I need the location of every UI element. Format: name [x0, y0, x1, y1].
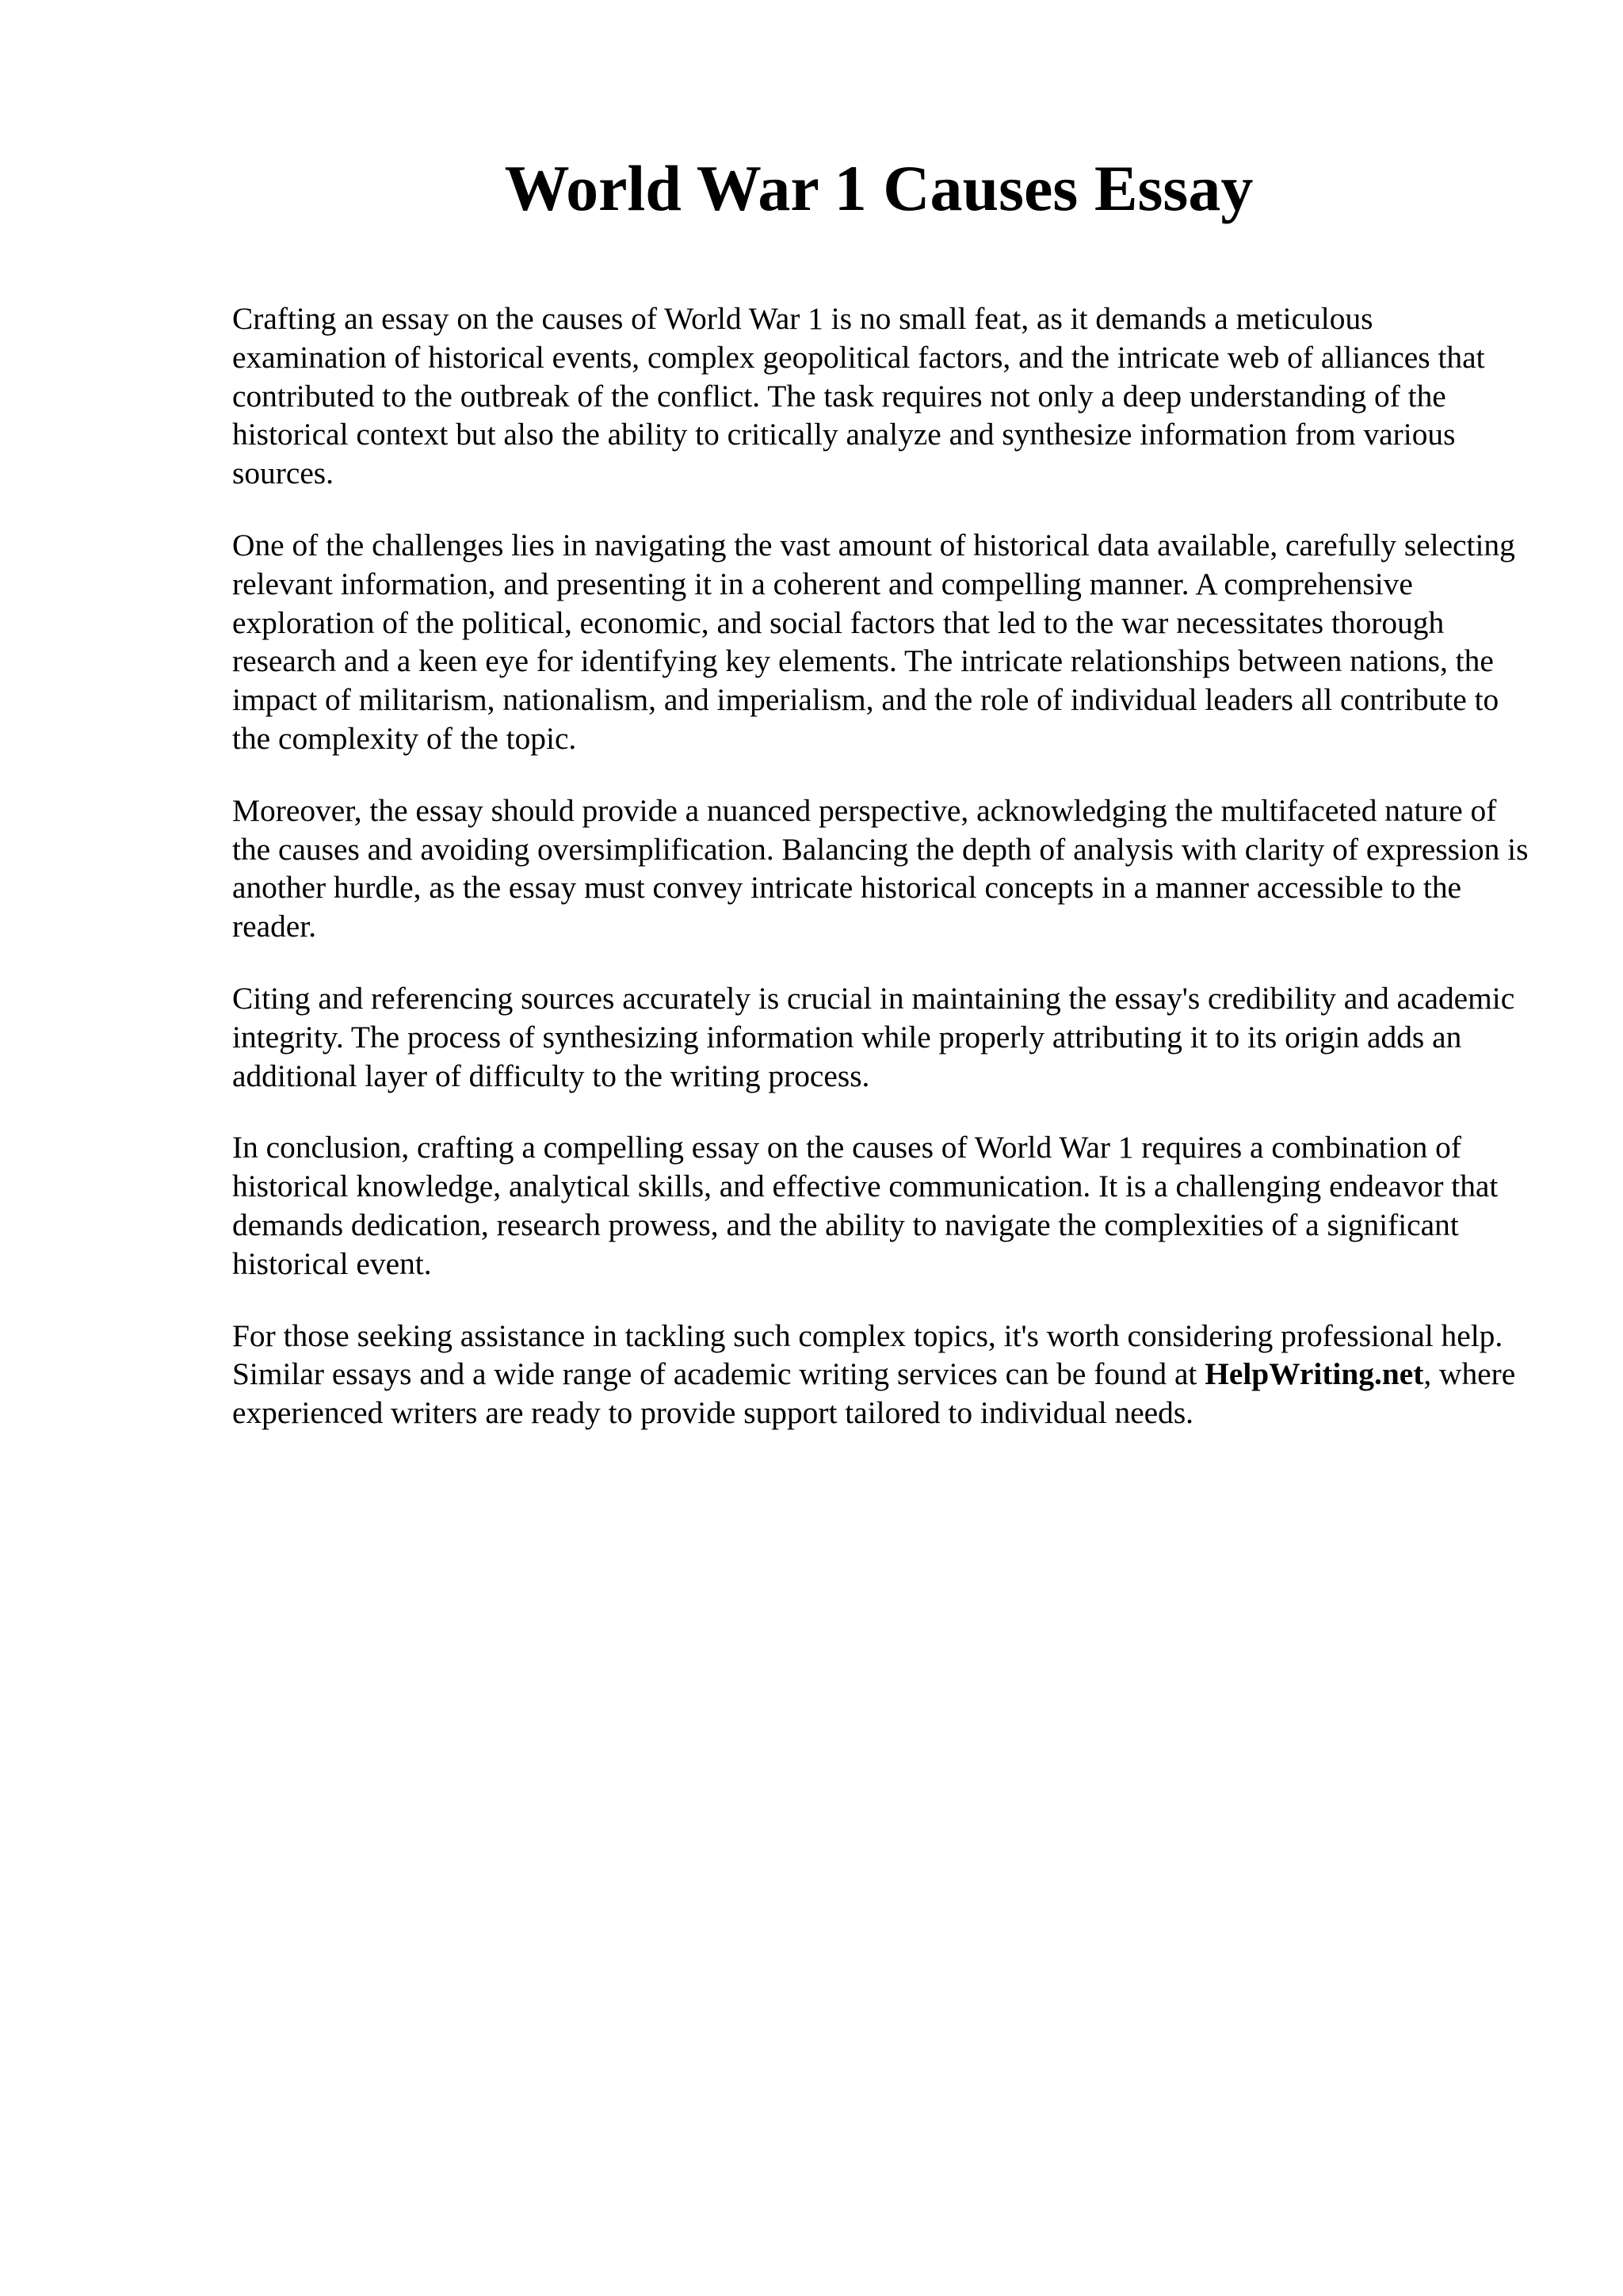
- paragraph-6-tail-text: , where experienced writers are ready to provide support tailored to individual needs.: [232, 1356, 1516, 1431]
- paragraph-4: Citing and referencing sources accurately is crucial in maintaining the essay's credibility and academic integrity. The process of synthesizing information while properly attributing it to its origin adds an additional layer of difficulty to the writing process.: [232, 980, 1515, 1093]
- page-title: World War 1 Causes Essay: [504, 152, 1254, 224]
- paragraph-2: One of the challenges lies in navigating the vast amount of historical data available, carefully selecting relevant information, and presenting it in a coherent and compelling manner. A comprehensive exploration of the political, economic, and social factors that led to the war necessitates thorough research and a keen eye for identifying key elements. The intricate relationships between nations, the impact of militarism, nationalism, and imperialism, and the role of individual leaders all contribute to the complexity of the topic.: [232, 527, 1515, 756]
- paragraph-6-lead-text: For those seeking assistance in tackling such complex topics, it's worth considering professional help. Similar essays and a wide range of academic writing services can be found at: [232, 1318, 1503, 1392]
- helpwriting-link[interactable]: HelpWriting.net: [1205, 1356, 1424, 1392]
- paragraph-1: Crafting an essay on the causes of World War 1 is no small feat, as it demands a meticulous examination of historical events, complex geopolitical factors, and the intricate web of alliances that contributed to the outbreak of the conflict. The task requires not only a deep understanding of the historical context but also the ability to critically analyze and synthesize information from various sources.: [232, 301, 1485, 491]
- essay-body: [232, 299, 1532, 1466]
- paragraph-3: Moreover, the essay should provide a nuanced perspective, acknowledging the multifaceted nature of the causes and avoiding oversimplification. Balancing the depth of analysis with clarity of expression is another hurdle, as the essay must convey intricate historical concepts in a manner accessible to the reader.: [232, 792, 1529, 944]
- paragraph-5: In conclusion, crafting a compelling essay on the causes of World War 1 requires a combination of historical knowledge, analytical skills, and effective communication. It is a challenging endeavor that demands dedication, research prowess, and the ability to navigate the complexities of a significant historical event.: [232, 1130, 1499, 1281]
- paragraph-6: [232, 1317, 1532, 1432]
